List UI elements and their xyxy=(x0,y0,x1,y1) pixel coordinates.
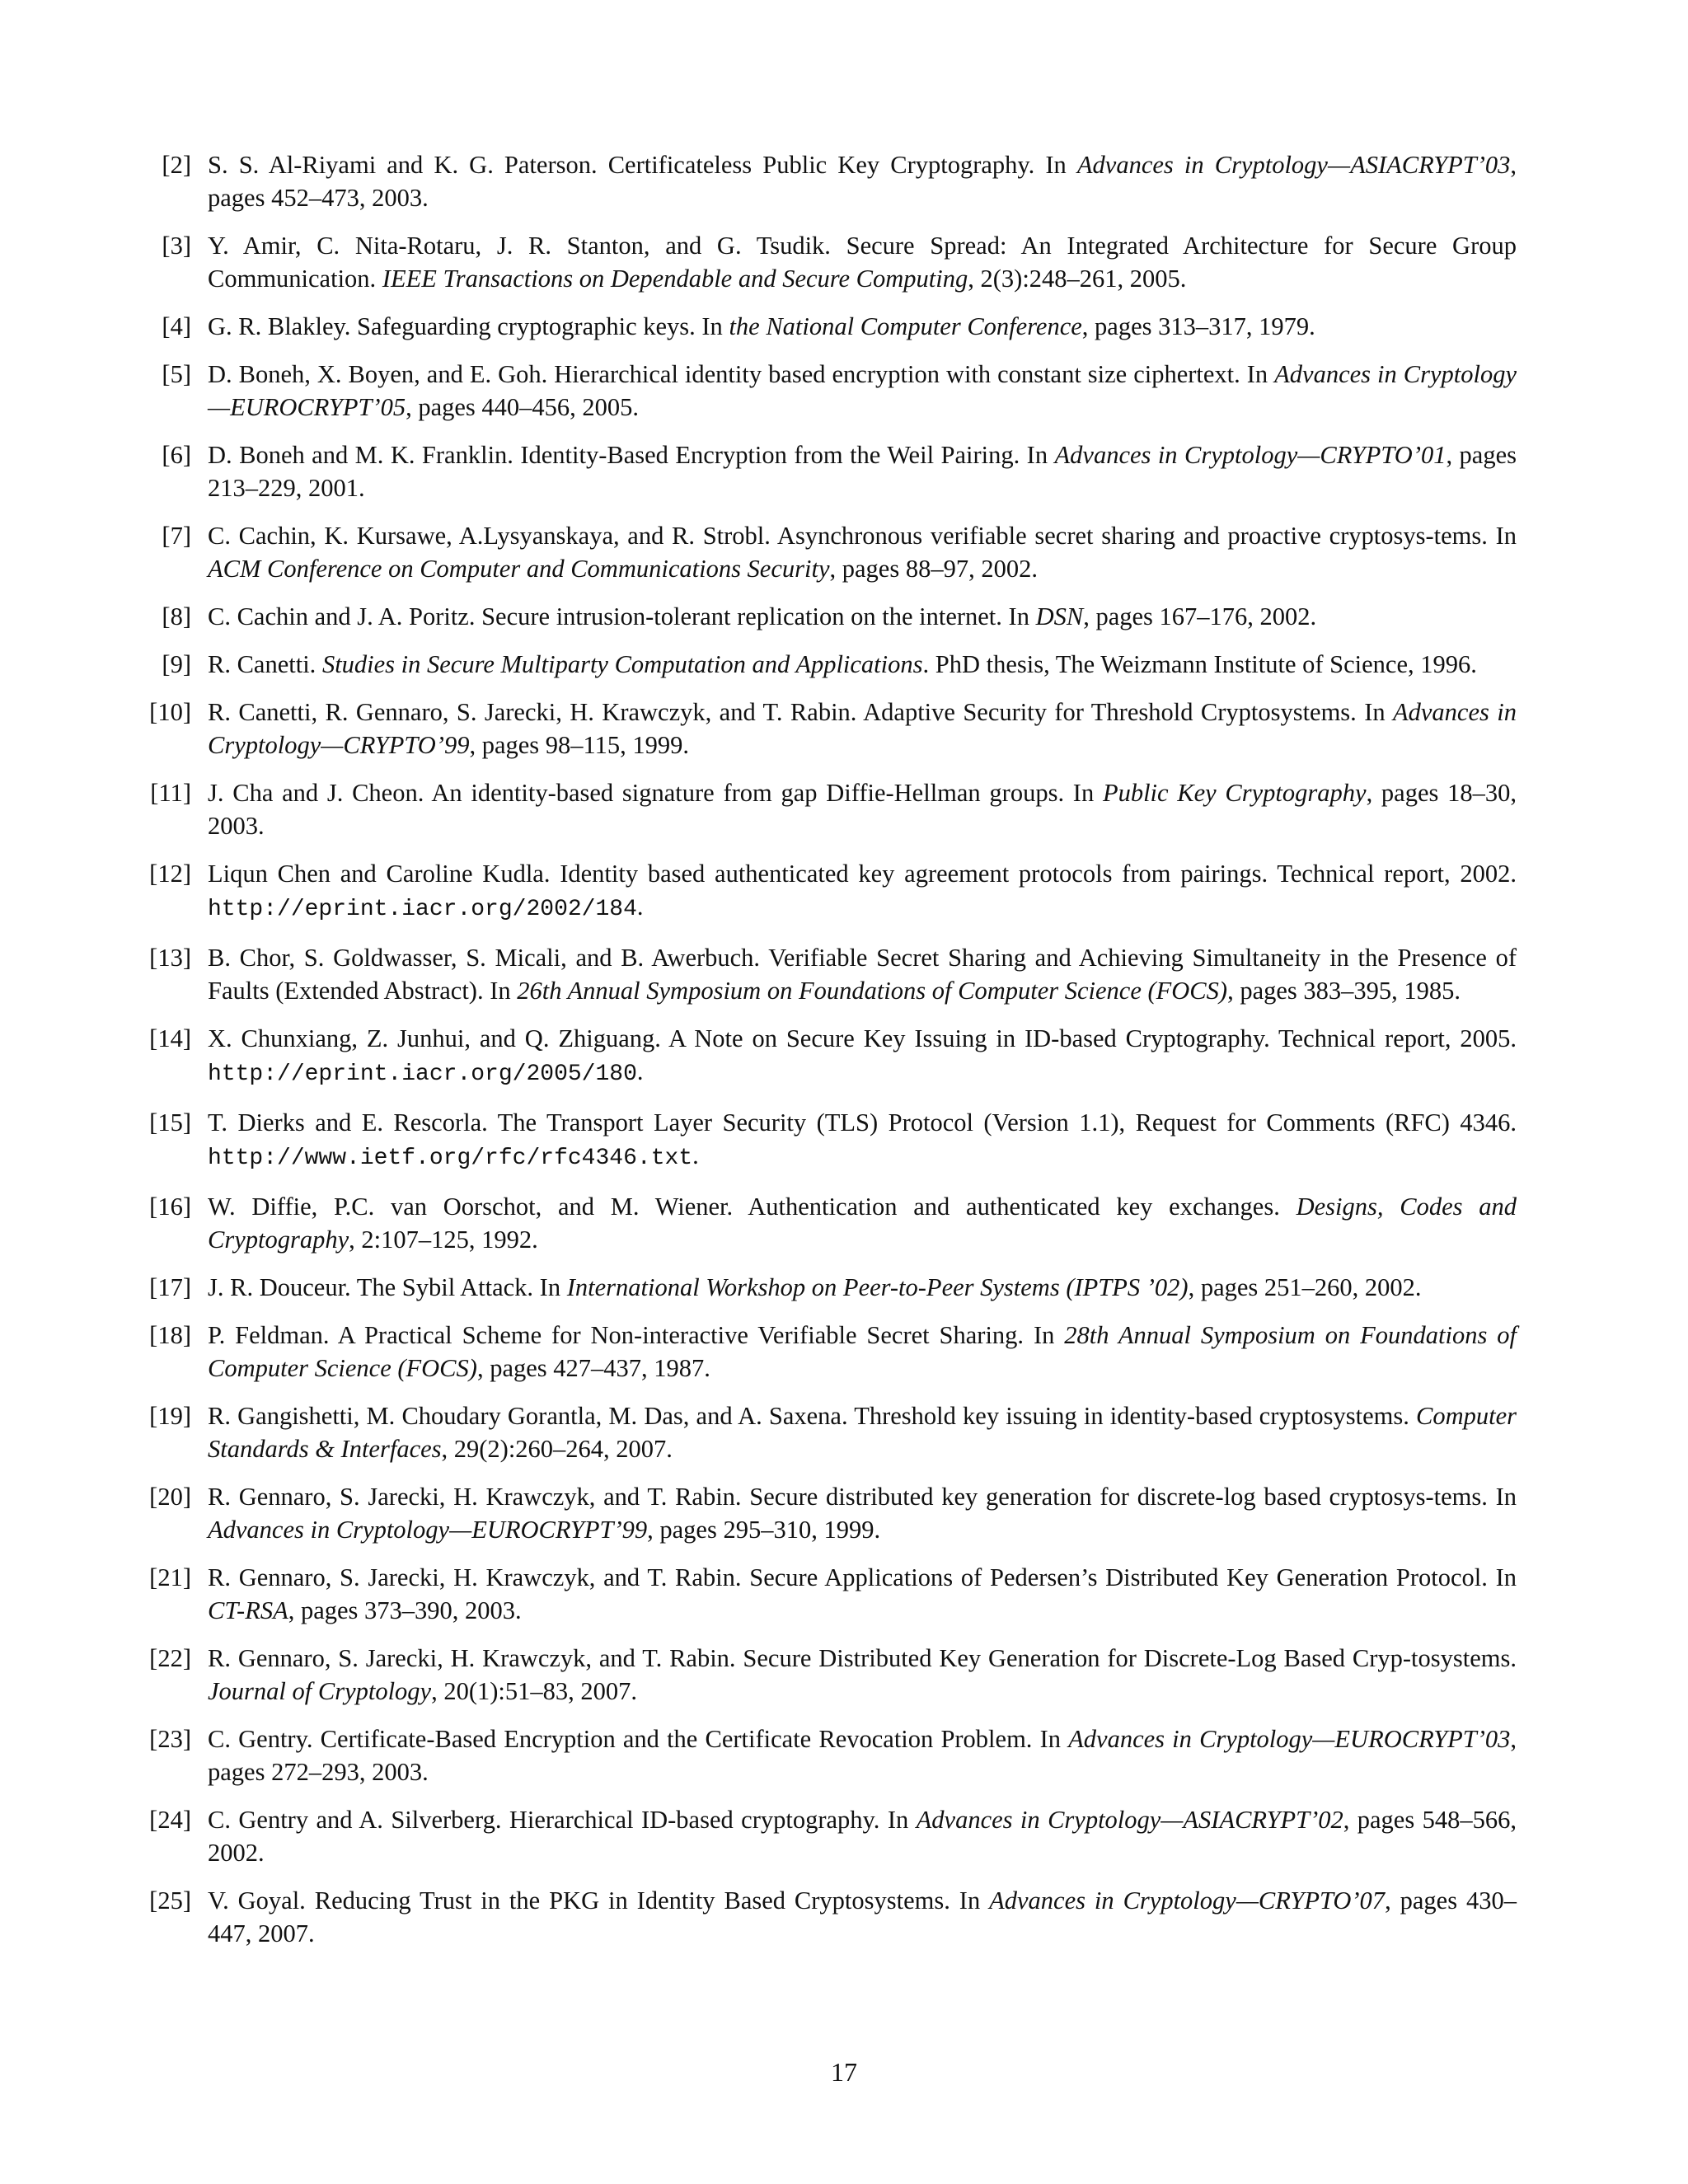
reference-text: C. Cachin and J. A. Poritz. Secure intrusion-tolerant replication on the internet. In xyxy=(208,602,1036,630)
reference-entry xyxy=(157,1106,1517,1175)
reference-venue: Journal of Cryptology xyxy=(208,1677,432,1705)
reference-number: [ 24 ] xyxy=(112,1803,191,1836)
reference-text: R. Canetti, R. Gennaro, S. Jarecki, H. Krawczyk, and T. Rabin. Adaptive Security for Threshold Cryptosystems. In xyxy=(208,698,1394,726)
reference-venue: Advances in Cryptology—CRYPTO’07 xyxy=(989,1886,1386,1915)
reference-text: , 20(1):51–83, 2007. xyxy=(431,1677,638,1705)
reference-text: , pages 440–456, 2005. xyxy=(406,393,640,421)
reference-text: , pages 18–30, 2003. xyxy=(208,779,1517,840)
reference-venue: IEEE Transactions on Dependable and Secure Computing xyxy=(382,265,968,293)
reference-text: . xyxy=(692,1141,699,1169)
reference-text: , pages 167–176, 2002. xyxy=(1083,602,1317,630)
reference-number: [ 13 ] xyxy=(112,941,191,974)
reference-venue: Advances in Cryptology—EUROCRYPT’03 xyxy=(1068,1725,1511,1753)
reference-text: , pages 213–229, 2001. xyxy=(208,441,1517,502)
reference-text: C. Gentry and A. Silverberg. Hierarchical ID-based cryptography. In xyxy=(208,1806,917,1834)
reference-text: R. Canetti. xyxy=(208,650,322,678)
reference-text: , pages 383–395, 1985. xyxy=(1227,977,1461,1005)
reference-entry xyxy=(157,1319,1517,1385)
reference-number: [ 3 ] xyxy=(112,229,191,262)
reference-venue: Advances in Cryptology—EUROCRYPT’99 xyxy=(208,1516,648,1544)
reference-number: [ 25 ] xyxy=(112,1884,191,1917)
reference-venue: Advances in Cryptology—ASIACRYPT’03 xyxy=(1076,151,1511,179)
reference-text: , 2(3):248–261, 2005. xyxy=(968,265,1187,293)
reference-number: [ 4 ] xyxy=(112,310,191,343)
reference-venue: ACM Conference on Computer and Communications Security xyxy=(208,555,830,583)
reference-text: V. Goyal. Reducing Trust in the PKG in Identity Based Cryptosystems. In xyxy=(208,1886,990,1915)
reference-text: . xyxy=(636,1057,644,1085)
reference-number: [ 19 ] xyxy=(112,1399,191,1432)
reference-venue: Studies in Secure Multiparty Computation and Applications xyxy=(321,650,923,678)
reference-number: [ 7 ] xyxy=(112,519,191,552)
reference-text: G. R. Blakley. Safeguarding cryptographic keys. In xyxy=(208,312,729,340)
reference-entry xyxy=(162,600,1517,633)
reference-text: B. Chor, S. Goldwasser, S. Micali, and B. Awerbuch. Verifiable Secret Sharing and Achieving Simultaneity in the Presence of Faults (Extended Abstract). In xyxy=(208,944,1517,1005)
reference-entry xyxy=(162,438,1517,504)
reference-venue: DSN xyxy=(1035,602,1084,630)
reference-text: W. Diffie, P.C. van Oorschot, and M. Wiener. Authentication and authenticated key exchanges. xyxy=(208,1193,1296,1221)
reference-text: X. Chunxiang, Z. Junhui, and Q. Zhiguang. A Note on Secure Key Issuing in ID-based Cryptography. Technical report, 2005. xyxy=(208,1024,1517,1052)
reference-text: , pages 373–390, 2003. xyxy=(288,1596,522,1624)
reference-number: [ 15 ] xyxy=(112,1106,191,1139)
reference-venue: 28th Annual Symposium on Foundations of Computer Science (FOCS) xyxy=(208,1321,1517,1382)
reference-venue: Advances in Cryptology—CRYPTO’99 xyxy=(208,698,1517,759)
reference-text: C. Cachin, K. Kursawe, A.Lysyanskaya, and R. Strobl. Asynchronous verifiable secret sharing and proactive cryptosys-tems. In xyxy=(208,522,1517,550)
reference-text: Liqun Chen and Caroline Kudla. Identity based authenticated key agreement protocols from pairings. Technical report, 2002. xyxy=(208,860,1517,888)
reference-venue: Public Key Cryptography xyxy=(1102,779,1367,807)
reference-entry xyxy=(157,1722,1517,1788)
reference-number: [ 22 ] xyxy=(112,1642,191,1675)
reference-list xyxy=(157,148,1517,1965)
reference-entry xyxy=(158,776,1517,842)
reference-entry xyxy=(162,519,1517,585)
reference-number: [ 11 ] xyxy=(112,776,191,809)
reference-text: C. Gentry. Certificate-Based Encryption and the Certificate Revocation Problem. In xyxy=(208,1725,1069,1753)
reference-number: [ 5 ] xyxy=(112,358,191,391)
reference-venue: Computer Standards & Interfaces xyxy=(208,1402,1517,1463)
reference-venue: 26th Annual Symposium on Foundations of Computer Science (FOCS) xyxy=(517,977,1228,1005)
reference-text: . PhD thesis, The Weizmann Institute of Science, 1996. xyxy=(922,650,1477,678)
reference-text: , pages 313–317, 1979. xyxy=(1081,312,1315,340)
reference-entry xyxy=(157,1642,1517,1708)
reference-text: . xyxy=(636,893,644,921)
reference-number: [ 23 ] xyxy=(112,1722,191,1755)
reference-text: , pages 295–310, 1999. xyxy=(647,1516,881,1544)
reference-number: [ 6 ] xyxy=(112,438,191,471)
reference-venue: the National Computer Conference xyxy=(729,312,1082,340)
reference-number: [ 10 ] xyxy=(112,696,191,729)
reference-text: , pages 430–447, 2007. xyxy=(208,1886,1517,1947)
reference-url: http://www.ietf.org/rfc/rfc4346.txt xyxy=(208,1146,693,1171)
reference-url: http://eprint.iacr.org/2005/180 xyxy=(208,1062,637,1087)
reference-text: R. Gennaro, S. Jarecki, H. Krawczyk, and T. Rabin. Secure distributed key generation for discrete-log based cryptosys-tems. In xyxy=(208,1483,1517,1511)
reference-text: Y. Amir, C. Nita-Rotaru, J. R. Stanton, and G. Tsudik. Secure Spread: An Integrated Architecture for Secure Group Communication. xyxy=(208,232,1517,293)
reference-text: P. Feldman. A Practical Scheme for Non-interactive Verifiable Secret Sharing. In xyxy=(208,1321,1065,1349)
reference-entry xyxy=(162,229,1517,295)
reference-number: [ 16 ] xyxy=(112,1190,191,1223)
reference-text: R. Gennaro, S. Jarecki, H. Krawczyk, and T. Rabin. Secure Applications of Pedersen’s Distributed Key Generation Protocol. In xyxy=(208,1563,1517,1591)
reference-number: [ 18 ] xyxy=(112,1319,191,1352)
reference-entry xyxy=(157,857,1517,926)
reference-url: http://eprint.iacr.org/2002/184 xyxy=(208,897,637,922)
reference-number: [ 8 ] xyxy=(112,600,191,633)
reference-text: , pages 427–437, 1987. xyxy=(476,1354,710,1382)
reference-number: [ 14 ] xyxy=(112,1022,191,1055)
reference-number: [ 20 ] xyxy=(112,1480,191,1513)
reference-entry xyxy=(157,1480,1517,1546)
reference-venue: CT-RSA xyxy=(208,1596,288,1624)
reference-venue: Advances in Cryptology—EUROCRYPT’05 xyxy=(208,360,1517,421)
reference-entry xyxy=(157,1399,1517,1465)
reference-entry xyxy=(157,1271,1517,1304)
reference-text: D. Boneh, X. Boyen, and E. Goh. Hierarchical identity based encryption with constant size ciphertext. In xyxy=(208,360,1275,388)
reference-text: R. Gangishetti, M. Choudary Gorantla, M. Das, and A. Saxena. Threshold key issuing in identity-based cryptosystems. xyxy=(208,1402,1416,1430)
reference-entry xyxy=(162,358,1517,424)
reference-text: J. R. Douceur. The Sybil Attack. In xyxy=(208,1273,567,1301)
reference-text: S. S. Al-Riyami and K. G. Paterson. Certificateless Public Key Cryptography. In xyxy=(208,151,1077,179)
reference-number: [ 21 ] xyxy=(112,1561,191,1594)
reference-entry xyxy=(157,1803,1517,1869)
reference-text: T. Dierks and E. Rescorla. The Transport Layer Security (TLS) Protocol (Version 1.1), Request for Comments (RFC) 4346. xyxy=(208,1108,1517,1137)
reference-text: , pages 452–473, 2003. xyxy=(208,151,1517,212)
reference-number: [ 17 ] xyxy=(112,1271,191,1304)
reference-entry xyxy=(162,148,1517,214)
reference-entry xyxy=(157,1022,1517,1091)
reference-entry xyxy=(157,696,1517,762)
reference-text: , 29(2):260–264, 2007. xyxy=(441,1435,673,1463)
reference-entry xyxy=(157,1190,1517,1256)
reference-entry xyxy=(157,1884,1517,1950)
page-number: 17 xyxy=(831,2057,857,2087)
reference-entry xyxy=(162,648,1517,681)
reference-entry xyxy=(157,941,1517,1007)
reference-venue: Advances in Cryptology—ASIACRYPT’02 xyxy=(916,1806,1343,1834)
reference-entry xyxy=(162,310,1517,343)
reference-text: D. Boneh and M. K. Franklin. Identity-Based Encryption from the Weil Pairing. In xyxy=(208,441,1055,469)
reference-text: , pages 272–293, 2003. xyxy=(208,1725,1517,1786)
reference-venue: Advances in Cryptology—CRYPTO’01 xyxy=(1054,441,1447,469)
reference-text: , pages 251–260, 2002. xyxy=(1188,1273,1422,1301)
reference-number: [ 2 ] xyxy=(112,148,191,181)
reference-venue: International Workshop on Peer-to-Peer Systems (IPTPS ’02) xyxy=(566,1273,1189,1301)
reference-entry xyxy=(157,1561,1517,1627)
reference-text: R. Gennaro, S. Jarecki, H. Krawczyk, and T. Rabin. Secure Distributed Key Generation for Discrete-Log Based Cryp-tosystems. xyxy=(208,1644,1517,1672)
reference-text: , 2:107–125, 1992. xyxy=(349,1226,538,1254)
reference-number: [ 9 ] xyxy=(112,648,191,681)
reference-venue: Designs, Codes and Cryptography xyxy=(208,1193,1517,1254)
reference-text: , pages 98–115, 1999. xyxy=(469,731,690,759)
reference-text: , pages 88–97, 2002. xyxy=(829,555,1038,583)
reference-number: [ 12 ] xyxy=(112,857,191,890)
reference-text: J. Cha and J. Cheon. An identity-based signature from gap Diffie-Hellman groups. In xyxy=(208,779,1103,807)
reference-text: , pages 548–566, 2002. xyxy=(208,1806,1517,1867)
